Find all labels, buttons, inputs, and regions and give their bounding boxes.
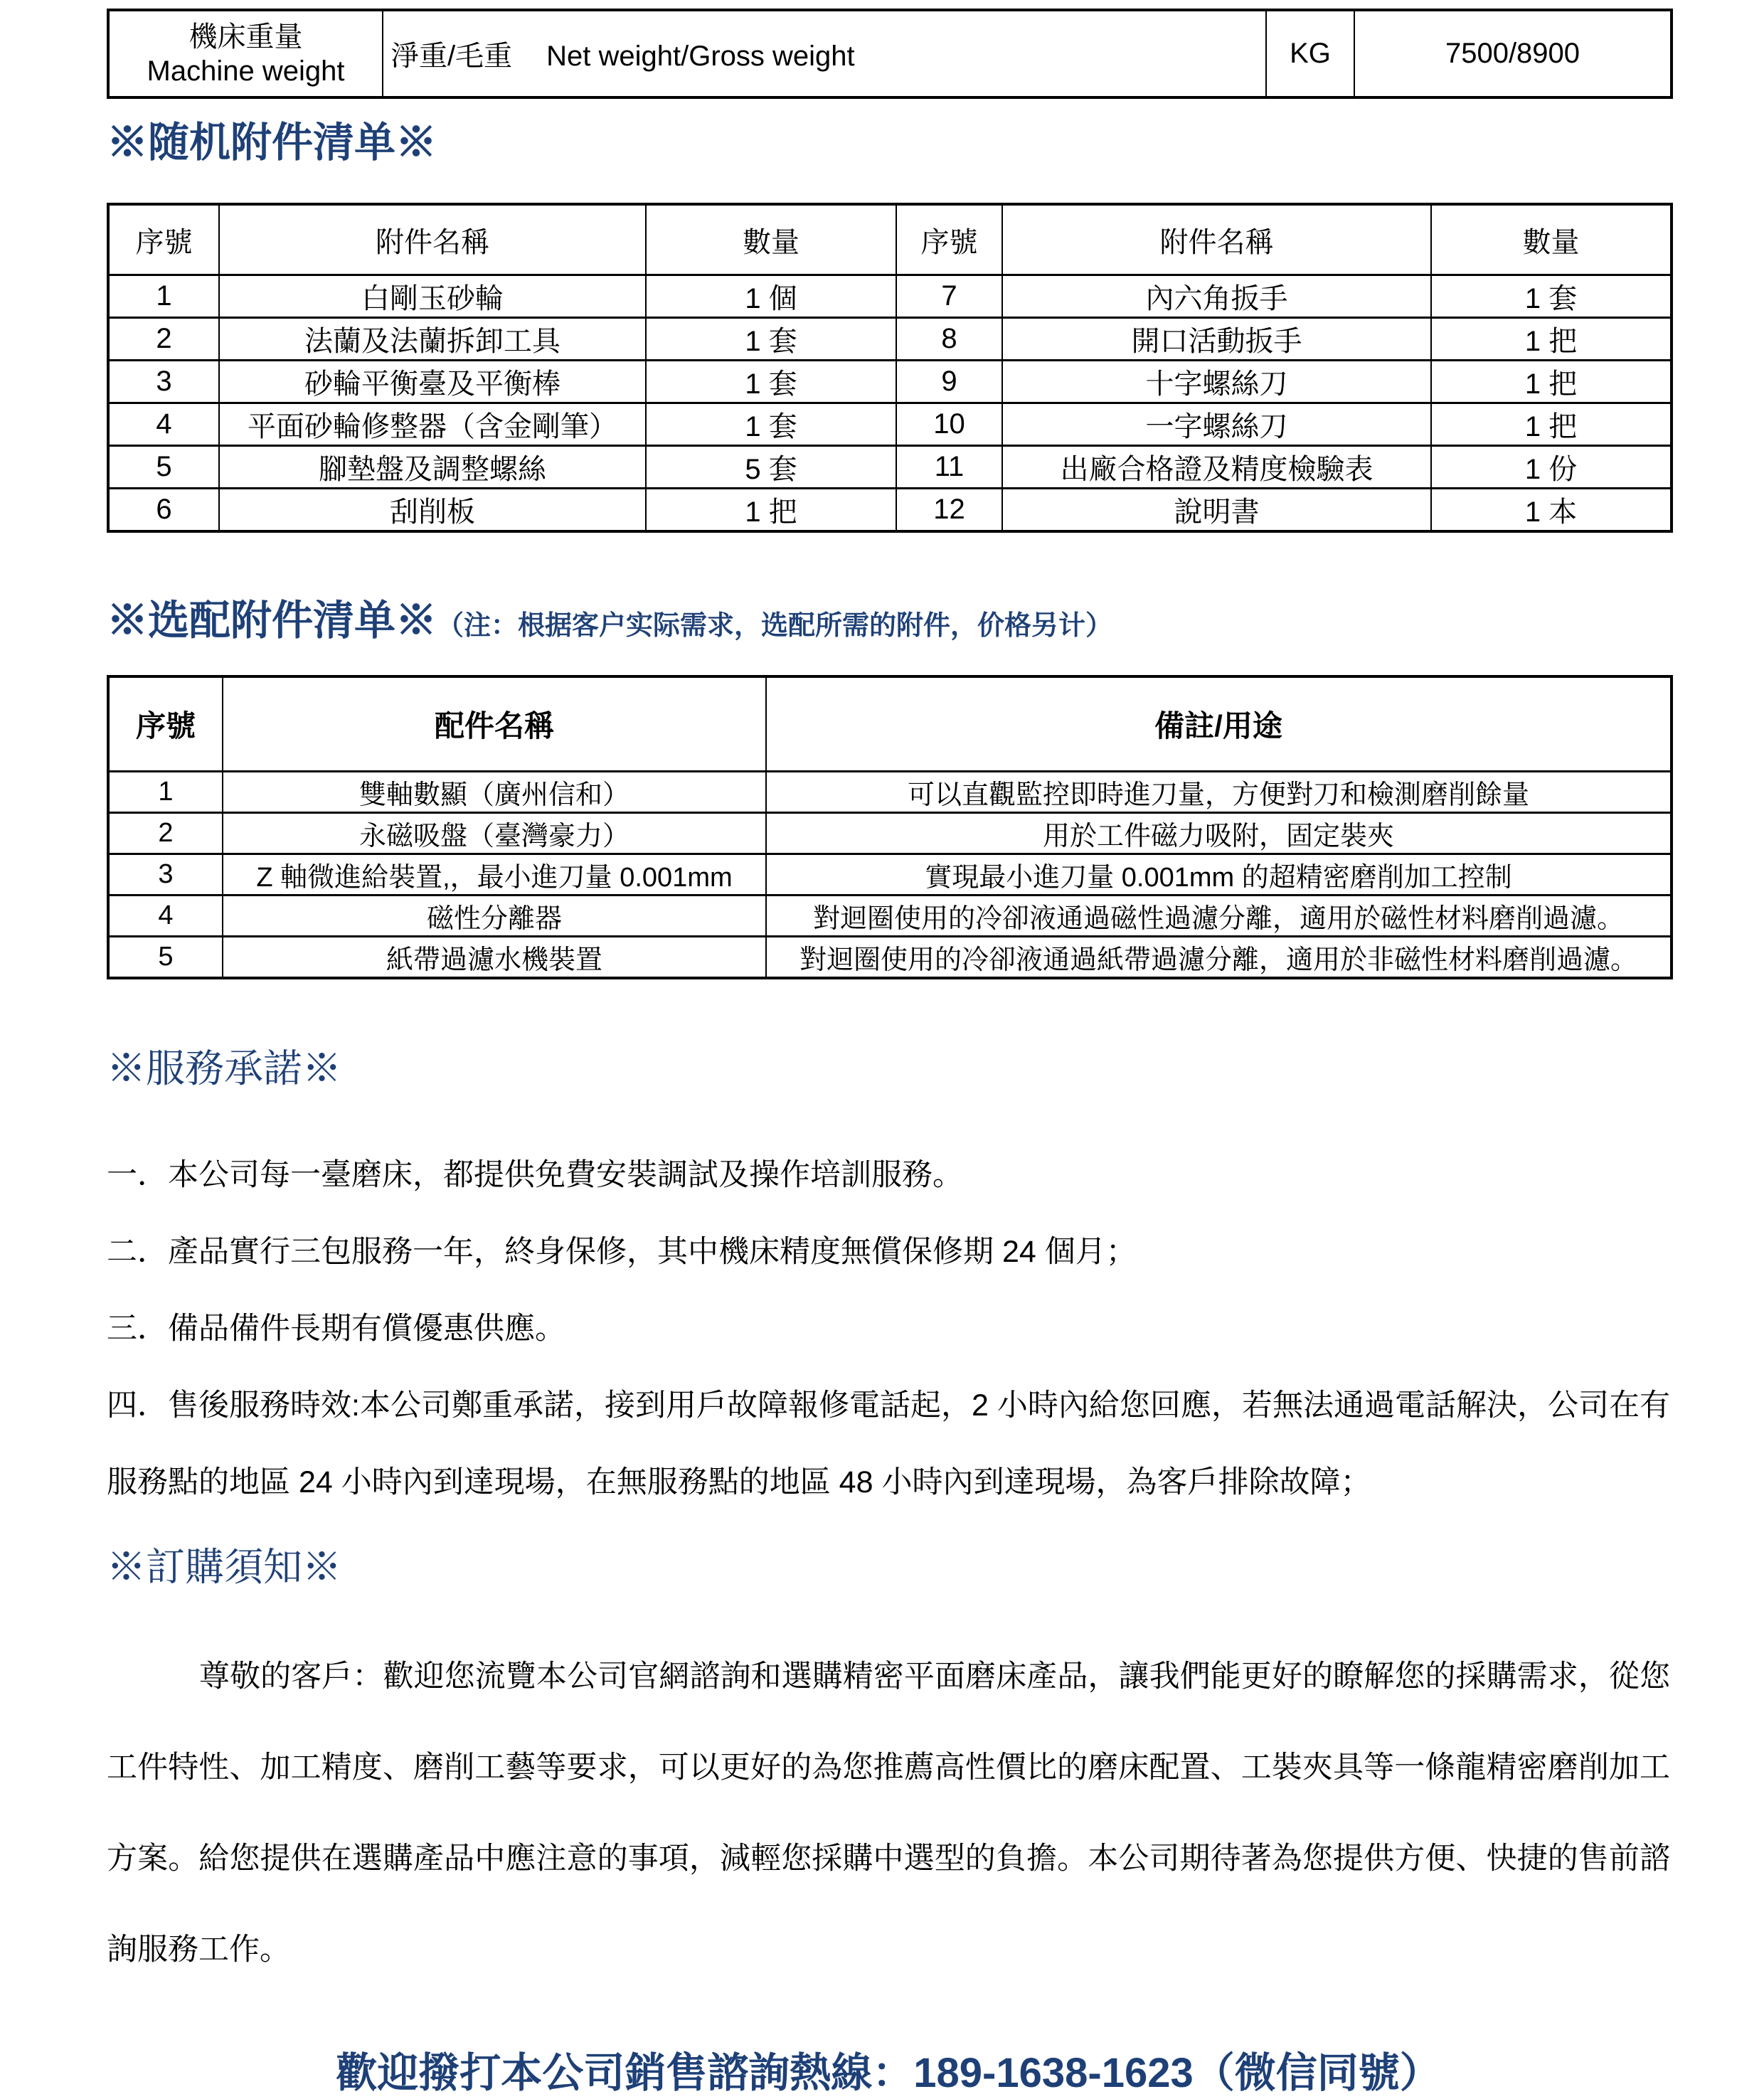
optional-accessories-note: （注：根据客户实际需求，选配所需的附件，价格另计） [437,611,1113,642]
table-cell: 5 [108,936,223,978]
table-row [108,854,1672,895]
column-header: 附件名稱 [219,204,646,275]
table-row [108,771,1672,812]
machine-weight-label-zh: 機床重量 [188,21,303,53]
table-row [108,489,1672,532]
table-cell: 3 [108,361,219,403]
order-notice-paragraph: 尊敬的客戶：歡迎您流覽本公司官網諮詢和選購精密平面磨床產品，讓我們能更好的瞭解您的採購需求，從您工件特性、加工精度、磨削工藝等要求，可以更好的為您推薦高性價比的磨床配置、工裝夾具等一條龍精密磨削加工方案。給您提供在選購產品中應注意的事項，減輕您採購中選型的負擔。本公司期待著為您提供方便、快捷的售前諮詢服務工作。 [107,1659,1670,1967]
service-item: 四．售後服務時效:本公司鄭重承諾，接到用戶故障報修電話起，2 小時內給您回應，若無法通過電話解決，公司在有服務點的地區 24 小時內到達現場，在無服務點的地區 48 小時內到達現場，為客戶排除故障； [107,1388,1670,1499]
table-row [108,403,1672,446]
table-cell: 刮削板 [219,489,646,532]
table-cell: 1 套 [1431,275,1672,318]
service-item: 三．備品備件長期有償優惠供應。 [107,1311,565,1346]
order-notice-heading: ※訂購須知※ [107,1544,342,1589]
service-item: 二．產品實行三包服務一年，終身保修，其中機床精度無償保修期 24 個月； [107,1234,1137,1269]
table-cell: 11 [896,446,1002,489]
column-header: 附件名稱 [1002,204,1431,275]
table-cell: 一字螺絲刀 [1002,403,1431,446]
column-header: 備註/用途 [766,676,1672,771]
table-row [108,318,1672,361]
table-cell: 1 本 [1431,489,1672,532]
optional-accessories-title: ※选配附件清单※ [107,597,437,644]
table-cell: 十字螺絲刀 [1002,361,1431,403]
table-cell: 內六角扳手 [1002,275,1431,318]
service-promise-heading: ※服務承諾※ [107,1046,342,1090]
table-cell: 開口活動扳手 [1002,318,1431,361]
column-header: 序號 [108,676,223,771]
net-gross-weight-cell [383,10,1266,97]
table-cell: 對迴圈使用的冷卻液通過紙帶過濾分離，適用於非磁性材料磨削過濾。 [766,936,1672,978]
table-cell: 10 [896,403,1002,446]
table-cell: 3 [108,854,223,895]
table-cell: 1 [108,275,219,318]
standard-accessories-heading: ※随机附件清单※ [107,119,437,166]
table-header-row [108,204,1672,275]
column-header: 數量 [1431,204,1672,275]
net-gross-weight-zh: 淨重/毛重 [390,41,513,72]
table-row [108,446,1672,489]
table-row [108,936,1672,978]
table-cell: 1 把 [1431,403,1672,446]
table-cell: 1 把 [1431,318,1672,361]
table-cell: 白剛玉砂輪 [219,275,646,318]
table-cell: 8 [896,318,1002,361]
table-cell: 1 把 [646,489,896,532]
table-cell: 2 [108,812,223,854]
unit-cell: KG [1266,10,1354,97]
table-cell: 12 [896,489,1002,532]
table-row [108,812,1672,854]
table-cell: 說明書 [1002,489,1431,532]
column-header: 數量 [646,204,896,275]
table-cell: 永磁吸盤（臺灣豪力） [223,812,766,854]
table-cell: 對迴圈使用的冷卻液通過磁性過濾分離，適用於磁性材料磨削過濾。 [766,895,1672,936]
table-row [108,10,1672,97]
column-header: 配件名稱 [223,676,766,771]
table-row [108,275,1672,318]
table-cell: 5 套 [646,446,896,489]
table-cell: 1 個 [646,275,896,318]
table-row [108,361,1672,403]
net-gross-weight-en: Net weight/Gross weight [546,41,855,72]
table-cell: 紙帶過濾水機裝置 [223,936,766,978]
table-row [108,895,1672,936]
table-header-row [108,676,1672,771]
table-cell: 9 [896,361,1002,403]
table-cell: 1 [108,771,223,812]
optional-accessories-table [107,675,1673,979]
service-item: 一．本公司每一臺磨床，都提供免費安裝調試及操作培訓服務。 [107,1157,963,1192]
table-cell: 腳墊盤及調整螺絲 [219,446,646,489]
table-cell: 4 [108,895,223,936]
table-cell: 1 套 [646,318,896,361]
table-cell: 7 [896,275,1002,318]
table-cell: 1 份 [1431,446,1672,489]
table-cell: 用於工件磁力吸附，固定裝夾 [766,812,1672,854]
machine-weight-label-en: Machine weight [147,55,345,87]
table-cell: 雙軸數顯（廣州信和） [223,771,766,812]
table-cell: 1 套 [646,403,896,446]
optional-accessories-heading [107,598,1670,644]
table-cell: 1 套 [646,361,896,403]
table-cell: 砂輪平衡臺及平衡棒 [219,361,646,403]
table-cell: 實現最小進刀量 0.001mm 的超精密磨削加工控制 [766,854,1672,895]
standard-accessories-table [107,203,1673,533]
table-cell: 2 [108,318,219,361]
table-cell: Z 軸微進給裝置,，最小進刀量 0.001mm [223,854,766,895]
service-promise-list [107,1137,1670,1521]
table-cell: 1 把 [1431,361,1672,403]
table-cell: 6 [108,489,219,532]
table-cell: 可以直觀監控即時進刀量，方便對刀和檢測磨削餘量 [766,771,1672,812]
weight-value-cell: 7500/8900 [1354,10,1672,97]
table-cell: 平面砂輪修整器（含金剛筆） [219,403,646,446]
table-cell: 出廠合格證及精度檢驗表 [1002,446,1431,489]
machine-weight-table [107,9,1673,99]
machine-weight-label-cell [108,10,383,97]
table-cell: 法蘭及法蘭拆卸工具 [219,318,646,361]
table-cell: 磁性分離器 [223,895,766,936]
column-header: 序號 [896,204,1002,275]
hotline-text: 歡迎撥打本公司銷售諮詢熱線：189-1638-1623（微信同號） [336,2050,1441,2097]
column-header: 序號 [108,204,219,275]
table-cell: 5 [108,446,219,489]
table-cell: 4 [108,403,219,446]
